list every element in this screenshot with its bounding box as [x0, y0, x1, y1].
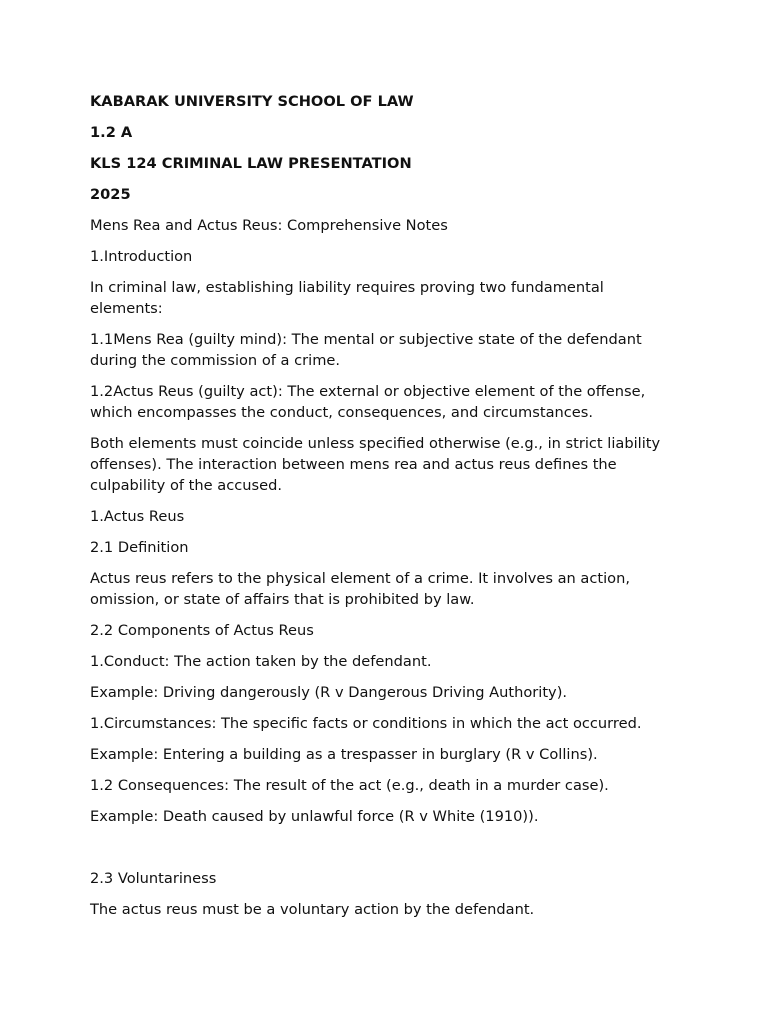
components-heading: 2.2 Components of Actus Reus [90, 622, 314, 639]
consequences-item: 1.2 Consequences: The result of the act (e.g., death in a murder case). [90, 777, 609, 794]
definition-paragraph: Actus reus refers to the physical element of a crime. It involves an action, omission, or state of affairs that is prohibited by law. [90, 570, 630, 608]
conduct-example: Example: Driving dangerously (R v Dangerous Driving Authority). [90, 684, 568, 701]
coincidence-paragraph: Both elements must coincide unless specified otherwise (e.g., in strict liability offenses). The interaction between mens rea and actus reus defines the culpability of the accused. [90, 435, 661, 494]
document-title: Mens Rea and Actus Reus: Comprehensive Notes [90, 217, 448, 234]
actus-reus-heading: 1.Actus Reus [90, 508, 185, 525]
circumstances-item: 1.Circumstances: The specific facts or conditions in which the act occurred. [90, 715, 642, 732]
year-label: 2025 [90, 186, 131, 203]
introduction-heading: 1.Introduction [90, 248, 193, 265]
voluntariness-paragraph: The actus reus must be a voluntary action by the defendant. [90, 901, 535, 918]
introduction-paragraph: In criminal law, establishing liability requires proving two fundamental elements: [90, 279, 604, 317]
consequences-example: Example: Death caused by unlawful force (R v White (1910)). [90, 808, 539, 825]
definition-heading: 2.1 Definition [90, 539, 189, 556]
voluntariness-heading: 2.3 Voluntariness [90, 870, 217, 887]
conduct-item: 1.Conduct: The action taken by the defendant. [90, 653, 432, 670]
circumstances-example: Example: Entering a building as a trespasser in burglary (R v Collins). [90, 746, 598, 763]
blank-line [90, 837, 680, 858]
section-label: 1.2 A [90, 124, 133, 141]
institution-heading: KABARAK UNIVERSITY SCHOOL OF LAW [90, 93, 414, 110]
document-page [90, 91, 680, 930]
actus-reus-paragraph: 1.2Actus Reus (guilty act): The external or objective element of the offense, which encompasses the conduct, consequences, and circumstances. [90, 383, 646, 421]
course-heading: KLS 124 CRIMINAL LAW PRESENTATION [90, 155, 412, 172]
mens-rea-paragraph: 1.1Mens Rea (guilty mind): The mental or subjective state of the defendant during the commission of a crime. [90, 331, 642, 369]
